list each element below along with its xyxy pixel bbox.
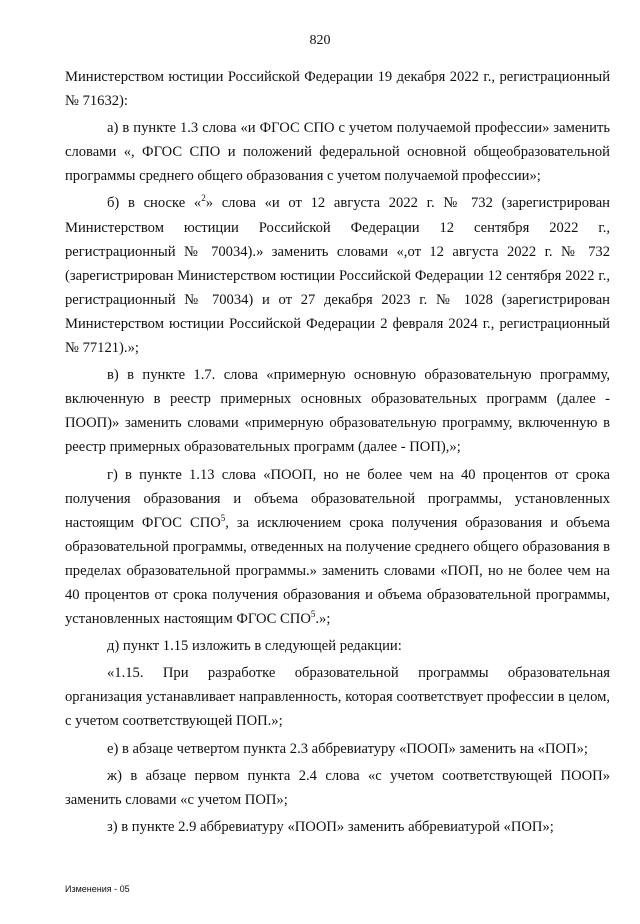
paragraph-pg	[65, 463, 610, 632]
paragraph-text: д) пункт 1.15 изложить в следующей редакции:	[107, 638, 402, 655]
paragraph-pz	[65, 815, 610, 839]
footnote-ref: 5	[220, 512, 226, 523]
paragraph-pa	[65, 116, 610, 188]
paragraph-pv	[65, 363, 610, 459]
page-number: 820	[309, 33, 331, 48]
paragraph-text: Министерством юстиции Российской Федерации 19 декабря 2022 г., регистрационный № 71632):	[65, 69, 610, 110]
page-footer: Изменения - 05	[65, 884, 130, 894]
paragraph-text: г) в пункте 1.13 слова «ПООП, но не более чем на 40 процентов от срока получения образования и объема образовательной программы, установленных настоящим ФГОС СПО	[65, 466, 610, 531]
paragraph-pd	[65, 634, 610, 658]
paragraph-text: ж) в абзаце первом пункта 2.4 слова «с учетом соответствующей ПООП» заменить словами «с учетом ПОП»;	[65, 767, 610, 808]
paragraph-text: б) в сноске «	[107, 195, 202, 212]
paragraph-pzh	[65, 764, 610, 812]
paragraph-pb	[65, 191, 610, 360]
paragraph-text: .»;	[315, 611, 331, 628]
paragraph-text: » слова «и от 12 августа 2022 г. № 732 (зарегистрирован Министерством юстиции Российской Федерации 12 сентября 2022 г., регистрационный № 70034).» заменить словами «,от 12 августа 2022 г. № 732 (зарегистрирован Министерством юстиции Российской Федерации 12 сентября 2022 г., регистрационный № 70034) и от 27 декабря 2023 г. № 1028 (зарегистрирован Министерством юстиции Российской Федерации 2 февраля 2024 г., регистрационный № 77121).»;	[65, 195, 610, 357]
footnote-ref: 2	[201, 193, 206, 204]
paragraph-text: в) в пункте 1.7. слова «примерную основную образовательную программу, включенную в реестр примерных основных образовательных программ (далее - ПООП)» заменить словами «примерную образовательную программу, включенную в реестр примерных образовательных программ (далее - ПОП),»;	[65, 367, 610, 456]
paragraph-p0	[65, 65, 610, 113]
paragraph-text: , за исключением срока получения образования и объема образовательной программы, отведенных на получение среднего общего образования в пределах образовательной программы.» заменить словами «ПОП, но не более чем на 40 процентов от срока получения образования и объема образовательной программы, установленных настоящим ФГОС СПО	[65, 514, 610, 628]
paragraph-text: з) в пункте 2.9 аббревиатуру «ПООП» заменить аббревиатурой «ПОП»;	[107, 818, 554, 835]
paragraph-text: а) в пункте 1.3 слова «и ФГОС СПО с учетом получаемой профессии» заменить словами «, ФГОС СПО и положений федеральной основной общеобразовательной программы среднего общего образования с учетом получаемой профессии»;	[65, 120, 610, 185]
paragraph-pq	[65, 661, 610, 733]
paragraph-text: «1.15. При разработке образовательной программы образовательная организация устанавливает направленность, которая соответствует профессии в целом, с учетом соответствующей ПОП.»;	[65, 665, 610, 730]
footnote-ref: 5	[310, 609, 316, 620]
paragraph-pe	[65, 737, 610, 761]
document-body	[65, 65, 610, 842]
paragraph-text: е) в абзаце четвертом пункта 2.3 аббревиатуру «ПООП» заменить на «ПОП»;	[107, 740, 588, 757]
